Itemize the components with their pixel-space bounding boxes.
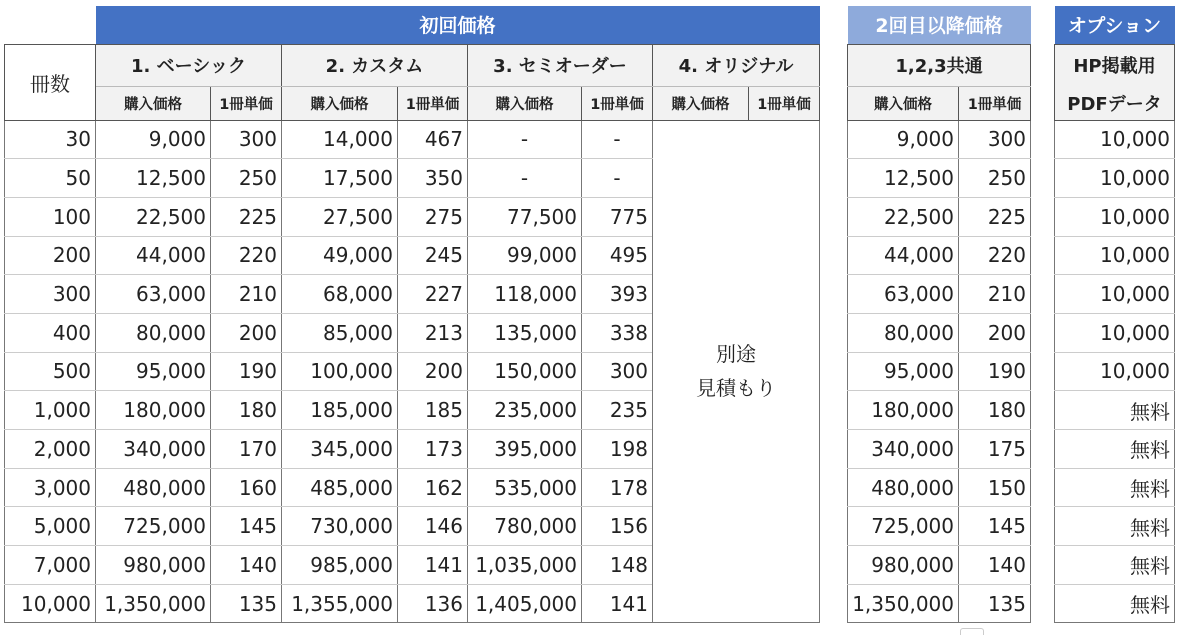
option-header: オプション [1055, 6, 1175, 44]
custom-unit-cell: 200 [398, 352, 468, 391]
option-price-cell: 無料 [1055, 507, 1175, 546]
custom-unit-cell: 173 [398, 430, 468, 469]
table-row [848, 159, 1031, 198]
semi-unit-cell: 198 [582, 430, 653, 469]
separate-quote-line1: 別途 [716, 342, 756, 367]
semi-price-cell: 99,000 [468, 236, 582, 275]
quantity-cell: 1,000 [5, 391, 96, 430]
semi-price-cell: - [468, 120, 582, 159]
table-row [1055, 236, 1175, 275]
option-price-cell: 無料 [1055, 391, 1175, 430]
quantity-cell: 10,000 [5, 584, 96, 623]
custom-price-cell: 14,000 [282, 120, 398, 159]
quantity-cell: 400 [5, 313, 96, 352]
semi-price-cell: - [468, 159, 582, 198]
basic-unit-cell: 140 [211, 546, 282, 585]
semi-price-cell: 235,000 [468, 391, 582, 430]
semi-unit-cell: 156 [582, 507, 653, 546]
repeat-unit-cell: 140 [959, 546, 1031, 585]
custom-unit-cell: 136 [398, 584, 468, 623]
custom-price-cell: 49,000 [282, 236, 398, 275]
plan-custom-header: 2. カスタム [282, 44, 468, 86]
custom-unit-cell: 467 [398, 120, 468, 159]
table-row [1055, 507, 1175, 546]
common-plan-header: 1,2,3共通 [848, 44, 1031, 86]
repeat-unit-cell: 210 [959, 275, 1031, 314]
semi-price-cell: 535,000 [468, 468, 582, 507]
basic-unit-cell: 220 [211, 236, 282, 275]
custom-unit-cell: 185 [398, 391, 468, 430]
custom-unit-cell: 146 [398, 507, 468, 546]
custom-price-cell: 730,000 [282, 507, 398, 546]
purchase-price-header: 購入価格 [282, 86, 398, 120]
repeat-price-cell: 80,000 [848, 313, 959, 352]
custom-price-cell: 345,000 [282, 430, 398, 469]
purchase-price-header: 購入価格 [468, 86, 582, 120]
repeat-unit-cell: 180 [959, 391, 1031, 430]
option-price-cell: 10,000 [1055, 275, 1175, 314]
unit-price-header: 1冊単価 [211, 86, 282, 120]
table-row [848, 197, 1031, 236]
basic-unit-cell: 300 [211, 120, 282, 159]
option-price-cell: 無料 [1055, 546, 1175, 585]
basic-price-cell: 12,500 [96, 159, 211, 198]
table-row [1055, 546, 1175, 585]
blank-corner [5, 6, 96, 44]
quantity-cell: 500 [5, 352, 96, 391]
table-row [848, 468, 1031, 507]
first-price-header: 初回価格 [96, 6, 820, 44]
repeat-unit-cell: 225 [959, 197, 1031, 236]
repeat-price-cell: 9,000 [848, 120, 959, 159]
purchase-price-header: 購入価格 [653, 86, 749, 120]
table-row [848, 546, 1031, 585]
table-row [1055, 468, 1175, 507]
table-row [848, 352, 1031, 391]
basic-unit-cell: 170 [211, 430, 282, 469]
basic-unit-cell: 200 [211, 313, 282, 352]
option-price-cell: 10,000 [1055, 313, 1175, 352]
repeat-unit-cell: 250 [959, 159, 1031, 198]
custom-price-cell: 100,000 [282, 352, 398, 391]
custom-price-cell: 1,355,000 [282, 584, 398, 623]
basic-unit-cell: 210 [211, 275, 282, 314]
table-row [1055, 430, 1175, 469]
basic-price-cell: 725,000 [96, 507, 211, 546]
basic-price-cell: 180,000 [96, 391, 211, 430]
basic-price-cell: 95,000 [96, 352, 211, 391]
basic-unit-cell: 225 [211, 197, 282, 236]
semi-unit-cell: - [582, 120, 653, 159]
semi-unit-cell: 338 [582, 313, 653, 352]
quantity-cell: 100 [5, 197, 96, 236]
custom-price-cell: 985,000 [282, 546, 398, 585]
table-row [848, 430, 1031, 469]
basic-unit-cell: 145 [211, 507, 282, 546]
basic-price-cell: 22,500 [96, 197, 211, 236]
basic-price-cell: 980,000 [96, 546, 211, 585]
custom-price-cell: 485,000 [282, 468, 398, 507]
separate-quote-cell [653, 120, 820, 623]
basic-unit-cell: 160 [211, 468, 282, 507]
quantity-cell: 200 [5, 236, 96, 275]
repeat-price-cell: 22,500 [848, 197, 959, 236]
basic-price-cell: 63,000 [96, 275, 211, 314]
basic-unit-cell: 135 [211, 584, 282, 623]
repeat-price-cell: 980,000 [848, 546, 959, 585]
plan-semi-order-header: 3. セミオーダー [468, 44, 653, 86]
semi-price-cell: 780,000 [468, 507, 582, 546]
table-row [1055, 120, 1175, 159]
table-row [1055, 584, 1175, 623]
semi-unit-cell: 148 [582, 546, 653, 585]
option-price-cell: 10,000 [1055, 352, 1175, 391]
table-row [848, 275, 1031, 314]
semi-price-cell: 150,000 [468, 352, 582, 391]
unit-price-header: 1冊単価 [398, 86, 468, 120]
option-price-cell: 無料 [1055, 430, 1175, 469]
quantity-cell: 300 [5, 275, 96, 314]
semi-unit-cell: 300 [582, 352, 653, 391]
quantity-cell: 30 [5, 120, 96, 159]
repeat-unit-cell: 135 [959, 584, 1031, 623]
basic-unit-cell: 180 [211, 391, 282, 430]
semi-unit-cell: 393 [582, 275, 653, 314]
quantity-cell: 3,000 [5, 468, 96, 507]
basic-price-cell: 1,350,000 [96, 584, 211, 623]
custom-unit-cell: 245 [398, 236, 468, 275]
custom-price-cell: 68,000 [282, 275, 398, 314]
semi-price-cell: 135,000 [468, 313, 582, 352]
table-row [1055, 391, 1175, 430]
option-price-cell: 無料 [1055, 468, 1175, 507]
semi-unit-cell: 141 [582, 584, 653, 623]
repeat-unit-cell: 190 [959, 352, 1031, 391]
basic-unit-cell: 190 [211, 352, 282, 391]
table-row [1055, 197, 1175, 236]
purchase-price-header: 購入価格 [96, 86, 211, 120]
custom-price-cell: 185,000 [282, 391, 398, 430]
quantity-cell: 5,000 [5, 507, 96, 546]
table-row [848, 120, 1031, 159]
table-row [5, 120, 820, 159]
basic-unit-cell: 250 [211, 159, 282, 198]
table-row [1055, 313, 1175, 352]
repeat-price-cell: 1,350,000 [848, 584, 959, 623]
plan-original-header: 4. オリジナル [653, 44, 820, 86]
option-table [1054, 6, 1175, 623]
repeat-price-cell: 44,000 [848, 236, 959, 275]
table-row [1055, 352, 1175, 391]
option-price-cell: 10,000 [1055, 236, 1175, 275]
option-price-cell: 10,000 [1055, 159, 1175, 198]
repeat-unit-cell: 150 [959, 468, 1031, 507]
custom-unit-cell: 141 [398, 546, 468, 585]
repeat-unit-cell: 175 [959, 430, 1031, 469]
quantity-cell: 50 [5, 159, 96, 198]
repeat-unit-cell: 200 [959, 313, 1031, 352]
basic-price-cell: 340,000 [96, 430, 211, 469]
unit-price-header: 1冊単価 [749, 86, 820, 120]
option-price-cell: 無料 [1055, 584, 1175, 623]
semi-price-cell: 1,405,000 [468, 584, 582, 623]
separate-quote-line2: 見積もり [696, 376, 776, 401]
semi-price-cell: 395,000 [468, 430, 582, 469]
quantity-cell: 2,000 [5, 430, 96, 469]
semi-price-cell: 77,500 [468, 197, 582, 236]
repeat-unit-cell: 300 [959, 120, 1031, 159]
first-price-table [4, 6, 820, 623]
table-row [848, 236, 1031, 275]
custom-price-cell: 27,500 [282, 197, 398, 236]
unit-price-header: 1冊単価 [959, 86, 1031, 120]
basic-price-cell: 44,000 [96, 236, 211, 275]
semi-unit-cell: 775 [582, 197, 653, 236]
repeat-price-cell: 340,000 [848, 430, 959, 469]
semi-price-cell: 1,035,000 [468, 546, 582, 585]
table-row [848, 584, 1031, 623]
option-title-line1: HP掲載用 [1055, 44, 1175, 86]
semi-unit-cell: 495 [582, 236, 653, 275]
purchase-price-header: 購入価格 [848, 86, 959, 120]
option-title-line2: PDFデータ [1055, 86, 1175, 120]
basic-price-cell: 80,000 [96, 313, 211, 352]
repeat-price-cell: 725,000 [848, 507, 959, 546]
custom-unit-cell: 213 [398, 313, 468, 352]
semi-unit-cell: 235 [582, 391, 653, 430]
custom-unit-cell: 162 [398, 468, 468, 507]
repeat-price-cell: 63,000 [848, 275, 959, 314]
repeat-unit-cell: 220 [959, 236, 1031, 275]
semi-unit-cell: - [582, 159, 653, 198]
semi-price-cell: 118,000 [468, 275, 582, 314]
repeat-price-header: 2回目以降価格 [848, 6, 1031, 44]
quantity-header: 冊数 [5, 44, 96, 120]
quantity-cell: 7,000 [5, 546, 96, 585]
table-row [848, 391, 1031, 430]
table-row [848, 507, 1031, 546]
repeat-unit-cell: 145 [959, 507, 1031, 546]
custom-price-cell: 17,500 [282, 159, 398, 198]
plan-basic-header: 1. ベーシック [96, 44, 282, 86]
basic-price-cell: 480,000 [96, 468, 211, 507]
repeat-price-cell: 12,500 [848, 159, 959, 198]
table-row [1055, 159, 1175, 198]
table-row [1055, 275, 1175, 314]
repeat-price-table [847, 6, 1031, 623]
custom-price-cell: 85,000 [282, 313, 398, 352]
repeat-price-cell: 480,000 [848, 468, 959, 507]
repeat-price-cell: 180,000 [848, 391, 959, 430]
custom-unit-cell: 227 [398, 275, 468, 314]
option-price-cell: 10,000 [1055, 120, 1175, 159]
custom-unit-cell: 275 [398, 197, 468, 236]
table-row [848, 313, 1031, 352]
unit-price-header: 1冊単価 [582, 86, 653, 120]
option-price-cell: 10,000 [1055, 197, 1175, 236]
basic-price-cell: 9,000 [96, 120, 211, 159]
paste-options-marker [960, 628, 984, 635]
repeat-price-cell: 95,000 [848, 352, 959, 391]
custom-unit-cell: 350 [398, 159, 468, 198]
semi-unit-cell: 178 [582, 468, 653, 507]
